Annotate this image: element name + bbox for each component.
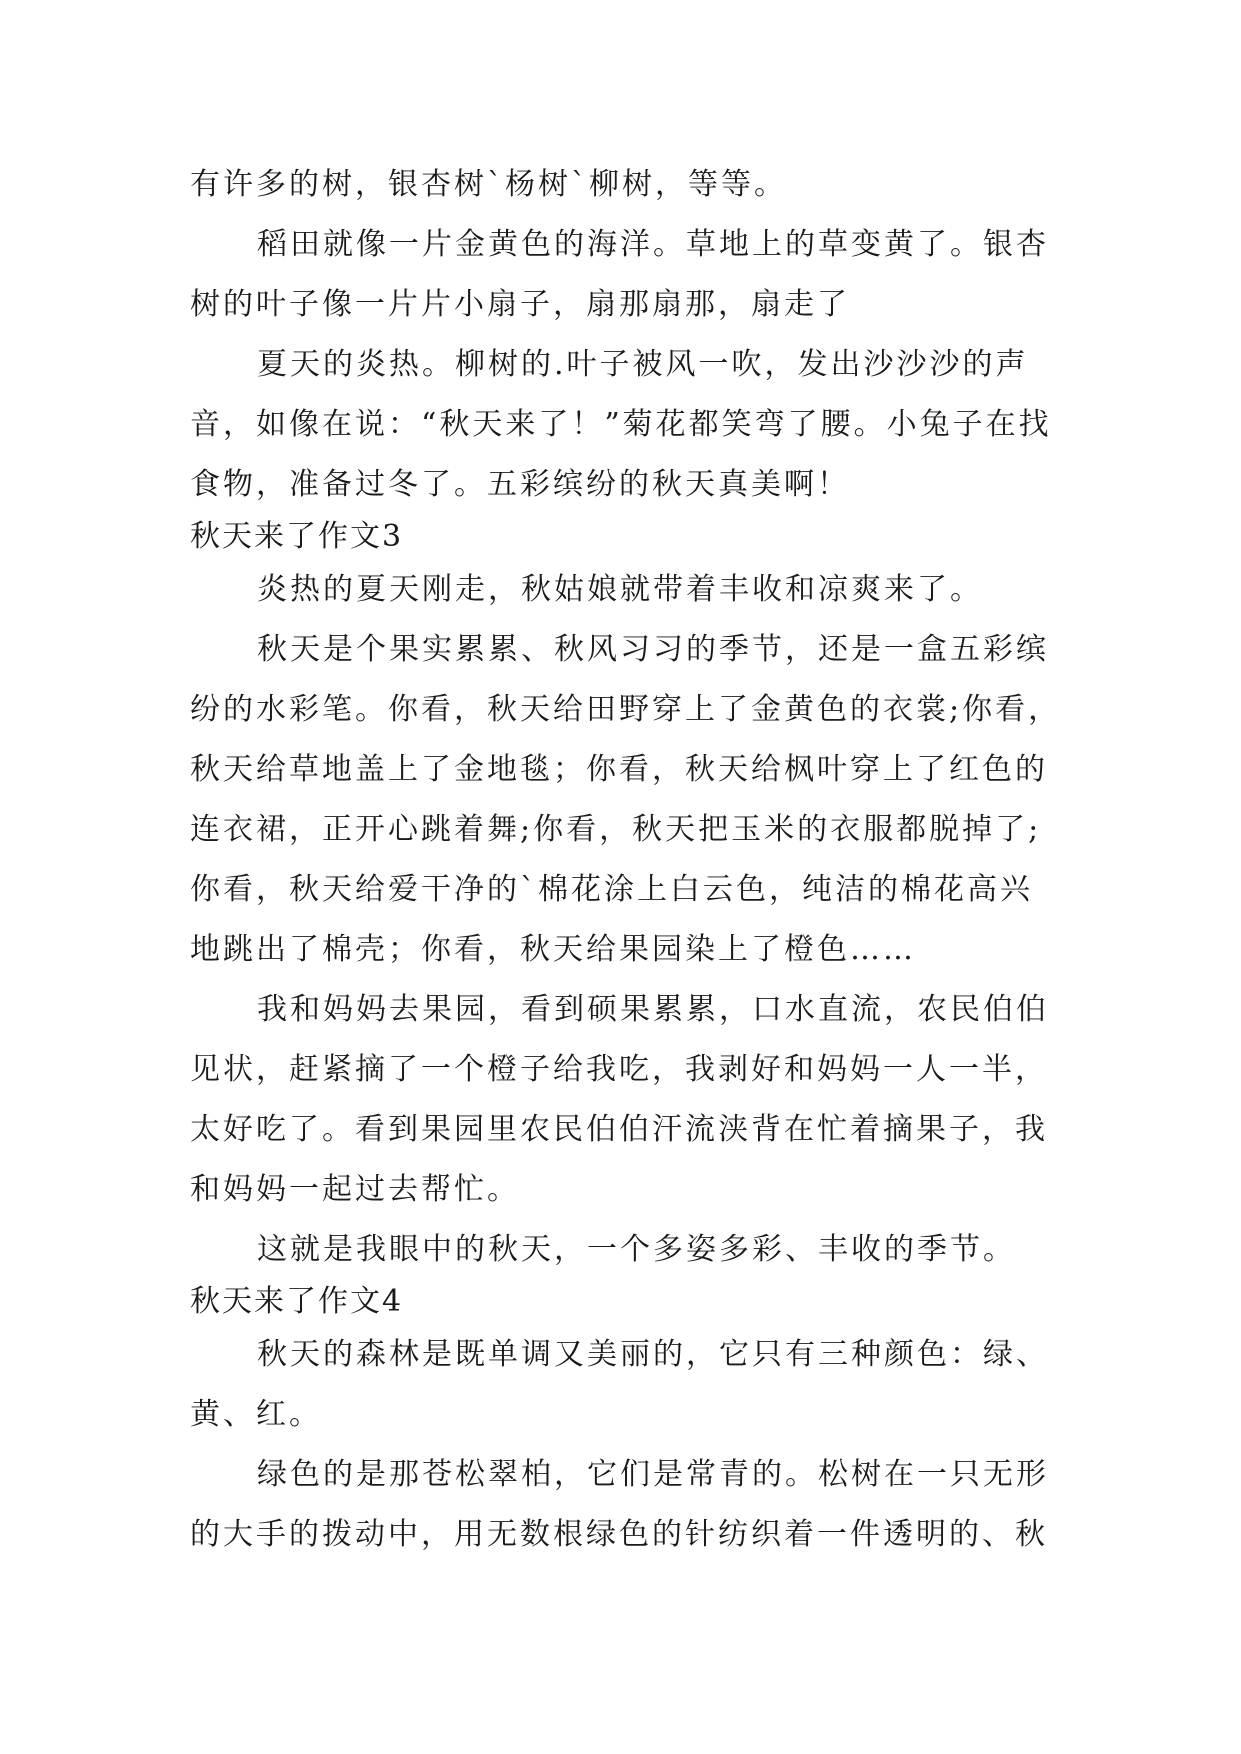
- text-line: 见状，赶紧摘了一个橙子给我吃，我剥好和妈妈一人一半，: [190, 1052, 1048, 1087]
- text-line: 音，如像在说：“秋天来了！”菊花都笑弯了腰。小兔子在找: [190, 407, 1052, 442]
- text-line: 食物，准备过冬了。五彩缤纷的秋天真美啊！: [190, 467, 850, 502]
- text-line: 黄、红。: [190, 1397, 322, 1432]
- text-line: 稻田就像一片金黄色的海洋。草地上的草变黄了。银杏: [257, 227, 1049, 262]
- text-line: 太好吃了。看到果园里农民伯伯汗流浃背在忙着摘果子，我: [190, 1112, 1048, 1147]
- text-line: 炎热的夏天刚走，秋姑娘就带着丰收和凉爽来了。: [257, 572, 983, 607]
- text-line: 纷的水彩笔。你看，秋天给田野穿上了金黄色的衣裳;你看，: [190, 692, 1062, 727]
- text-line: 树的叶子像一片片小扇子，扇那扇那，扇走了: [190, 287, 850, 322]
- text-line: 秋天是个果实累累、秋风习习的季节，还是一盒五彩缤: [257, 632, 1049, 667]
- text-line: 我和妈妈去果园，看到硕果累累，口水直流，农民伯伯: [257, 992, 1049, 1027]
- text-line: 秋天给草地盖上了金地毯；你看，秋天给枫叶穿上了红色的: [190, 752, 1048, 787]
- section-heading: 秋天来了作文3: [190, 519, 404, 554]
- text-line: 秋天的森林是既单调又美丽的，它只有三种颜色：绿、: [257, 1337, 1049, 1372]
- section-heading: 秋天来了作文4: [190, 1284, 404, 1319]
- text-line: 这就是我眼中的秋天，一个多姿多彩、丰收的季节。: [257, 1232, 1016, 1267]
- text-line: 连衣裙，正开心跳着舞;你看，秋天把玉米的衣服都脱掉了;: [190, 812, 1042, 847]
- text-line: 有许多的树，银杏树`杨树`柳树，等等。: [190, 167, 787, 202]
- text-line: 地跳出了棉壳；你看，秋天给果园染上了橙色……: [190, 932, 916, 967]
- text-line: 你看，秋天给爱干净的`棉花涂上白云色，纯洁的棉花高兴: [190, 872, 1033, 907]
- text-line: 和妈妈一起过去帮忙。: [190, 1172, 520, 1207]
- text-line: 夏天的炎热。柳树的.叶子被风一吹，发出沙沙沙的声: [257, 347, 1029, 382]
- text-line: 绿色的是那苍松翠柏，它们是常青的。松树在一只无形: [257, 1457, 1049, 1492]
- text-line: 的大手的拨动中，用无数根绿色的针纺织着一件透明的、秋: [190, 1517, 1048, 1552]
